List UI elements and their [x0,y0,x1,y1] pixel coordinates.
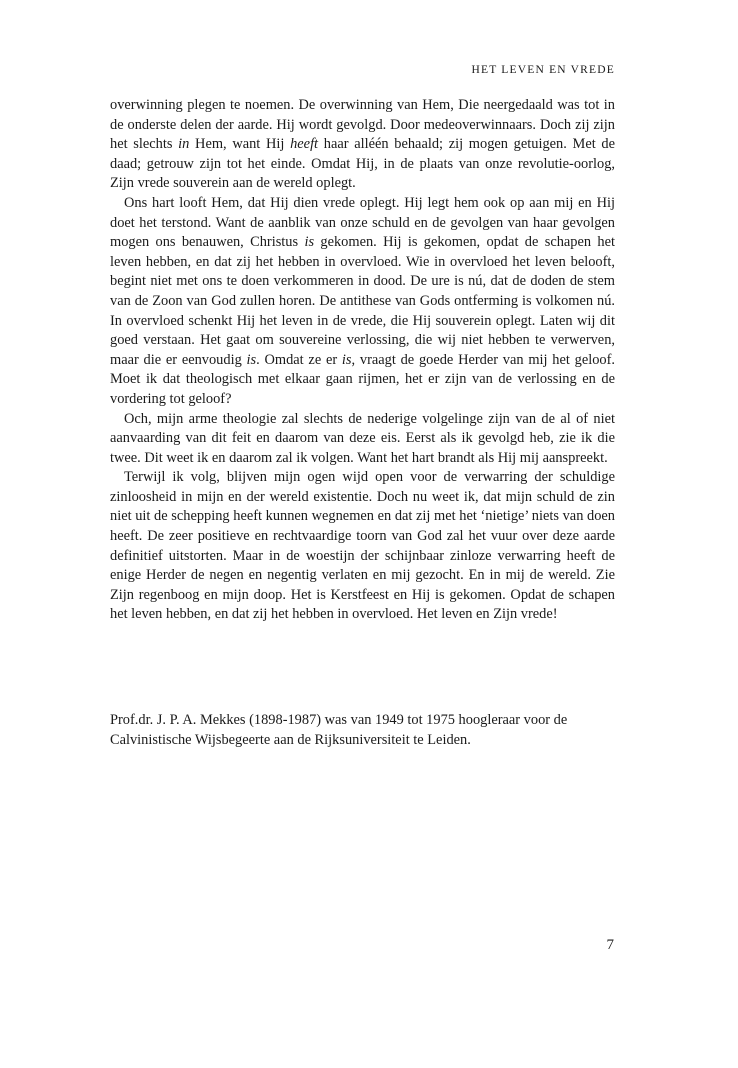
italic-emphasis: is [304,234,315,251]
body-text [110,96,615,625]
text-run: overwinning plegen te noemen. De overwinning van Hem, Die neergedaald was tot in de onderste delen der aarde. Hij wordt gevolgd. Door medeoverwinnaars. Doch zij zijn het slechts [110,97,615,153]
text-run: . Omdat ze er [256,351,342,368]
text-run: Hem, want Hij [189,136,291,153]
italic-emphasis: is [246,351,257,368]
text-run: gekomen. Hij is gekomen, opdat de schapen het leven hebben, en dat zij het hebben in overvloed. Wie in overvloed het leven belooft, begint niet met ons te doen verkommeren in dood. De ure is nú, dat de doden de stem van de Zoon van God zullen horen. De antithese van Gods ontferming is volkomen nú. In overvloed schenkt Hij het leven in de vrede, die Hij souverein oplegt. Laten wij dit goed verstaan. Het gaat om souvereine verlossing, die wij niet hebben te verwerven, maar die er eenvoudig [110,234,615,368]
author-note: Prof.dr. J. P. A. Mekkes (1898-1987) was van 1949 tot 1975 hoogleraar voor de Calvinistische Wijsbegeerte aan de Rijksuniversiteit te Leiden. [110,712,568,748]
italic-emphasis: in [178,136,190,153]
page-number: 7 [606,937,614,953]
paragraph-1 [110,96,615,194]
text-run: haar alléén behaald; zij mogen getuigen. Met de daad; getrouw zijn tot het einde. Omdat Hij, in de plaats van onze revolutie-oorlog, Zijn vrede souverein aan de wereld oplegt. [110,136,615,192]
running-head: HET LEVEN EN VREDE [471,64,615,76]
text-run: Och, mijn arme theologie zal slechts de nederige volgelinge zijn van de al of niet aanvaarding van dit feit en daarom van deze eis. Eerst als ik gevolgd heb, zie ik die twee. Dit weet ik en daarom zal ik volgen. Want het hart brandt als Hij mij aanspreekt. [110,410,615,466]
italic-emphasis: heeft [290,136,319,153]
paragraph-4 [110,468,615,625]
italic-emphasis: is [341,351,352,368]
paragraph-3 [110,410,615,469]
text-run: Terwijl ik volg, blijven mijn ogen wijd open voor de verwarring der schuldige zinloosheid in mijn en der wereld existentie. Doch nu weet ik, dat mijn schuld de zin niet uit de schepping heeft kunnen wegnemen en dat zij met het ‘nietige’ niets van doen heeft. De zeer positieve en rechtvaardige toorn van God zal het vuur over deze aarde definitief uitstorten. Maar in de woestijn der schijnbaar zinloze verwarring heeft de enige Herder de negen en negentig verlaten en mij gezocht. En in mij de wereld. Zie Zijn regenboog en mijn doop. Het is Kerstfeest en Hij is gekomen. Opdat de schapen het leven hebben, en dat zij het hebben in overvloed. Het leven en Zijn vrede! [110,469,615,623]
paragraph-2 [110,194,615,410]
text-run: , vraagt de goede Herder van mij het geloof. Moet ik dat theologisch met elkaar gaan rijmen, het er zijn van de verlossing en de vordering tot geloof? [110,351,616,407]
text-run: Ons hart looft Hem, dat Hij dien vrede oplegt. Hij legt hem ook op aan mij en Hij doet het terstond. Want de aanblik van onze schuld en de gevolgen van haar gevolgen mogen ons benauwen, Christus [110,194,615,251]
